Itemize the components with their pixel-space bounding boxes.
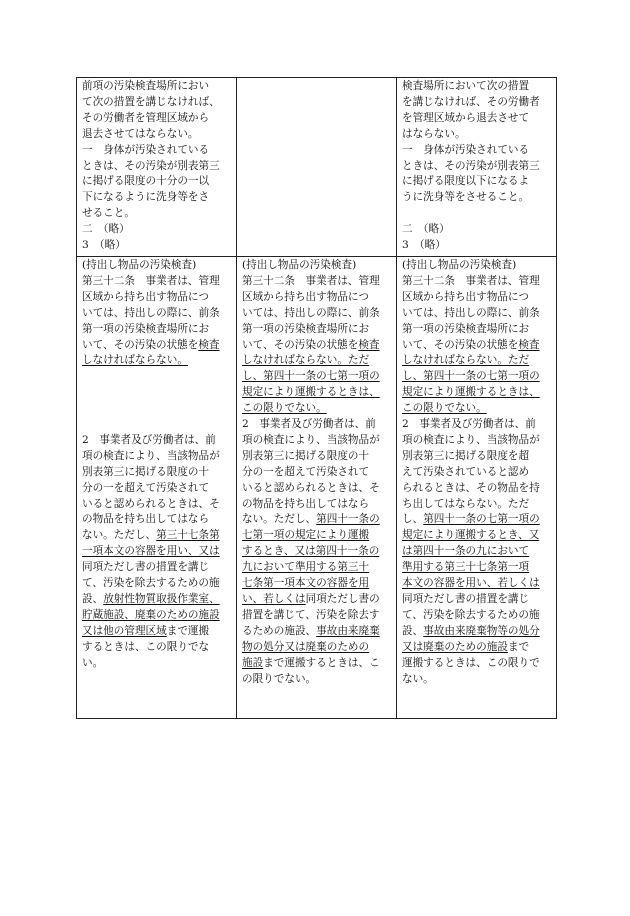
c1-gap-2 bbox=[82, 385, 231, 401]
c2-p2-u9: 施設 bbox=[242, 656, 264, 669]
c2-p2e: の限りでない。 bbox=[242, 672, 317, 685]
c3-p1-l4 bbox=[402, 338, 551, 354]
c2-p2-u2-line bbox=[242, 528, 391, 544]
c3-heading: (持出し物品の汚染検査) bbox=[402, 258, 517, 271]
c3-p2-l6-text: し、 bbox=[402, 513, 424, 526]
c3-p1-l0: 第三十二条 事業者は、管理 bbox=[402, 274, 540, 287]
r1c3-l9: 二 （略） bbox=[402, 223, 450, 236]
r1c3-l4: 一 身体が汚染されている bbox=[402, 143, 530, 156]
c1-p2-l6-text: ない。ただし、 bbox=[82, 529, 157, 542]
r1c3-l2: を管理区域から退去させて bbox=[402, 111, 530, 124]
r1c1-l6: に掲げる限度の十分の一以 bbox=[82, 175, 210, 188]
cell-r2c1 bbox=[77, 256, 237, 718]
c2-p1-l3: 第一項の汚染検査場所にお bbox=[242, 322, 370, 335]
c2-p2-u5-line bbox=[242, 576, 391, 592]
r1c3-l8 bbox=[402, 206, 551, 222]
c1-p1-l4 bbox=[82, 338, 231, 354]
c2-p2-u6: い、若しくは bbox=[242, 593, 306, 605]
r1c3-l10: 3 （略） bbox=[402, 239, 446, 252]
c2-p2-u6-line bbox=[242, 592, 391, 608]
c1-p2-u4-line bbox=[82, 608, 231, 624]
cell-r1c3 bbox=[397, 78, 557, 257]
c3-p2-l0: 2 事業者及び労働者は、前 bbox=[402, 418, 536, 431]
c2-p2-l6 bbox=[242, 512, 391, 528]
c2-p2-l2: 別表第三に掲げる限度の十 bbox=[242, 449, 370, 462]
c3-p2-u6: 事故由来廃棄物等の処分 bbox=[423, 624, 540, 637]
c1-heading: (持出し物品の汚染検査) bbox=[82, 258, 197, 271]
c1-p2b-l2-text: 設、 bbox=[82, 592, 104, 605]
c3-p1-u2: しなければならない。ただ bbox=[402, 354, 530, 367]
r1c3-l5: ときは、その汚染が別表第三 bbox=[402, 159, 540, 172]
r1c3-l6: に掲げる限度以下になるよ bbox=[402, 175, 530, 188]
r1c1-l4: 一 身体が汚染されている bbox=[82, 143, 210, 156]
r1c3-l3: はならない。 bbox=[402, 127, 466, 140]
c2-p1-l0: 第三十二条 事業者は、管理 bbox=[242, 274, 380, 287]
c2-p2-l0: 2 事業者及び労働者は、前 bbox=[242, 418, 376, 431]
c1-p2-l2: 別表第三に掲げる限度の十 bbox=[82, 465, 210, 478]
c1-p2-l4: いると認められるときは、そ bbox=[82, 497, 220, 510]
c1-p2-u1: 第三十七条第 bbox=[156, 529, 220, 542]
c2-p1-u3-line bbox=[242, 369, 391, 385]
c1-p2d-l1: い。 bbox=[82, 656, 104, 669]
c3-p1-u1: 検査 bbox=[518, 338, 540, 351]
c1-p2-u2: 一項本文の容器を用い、又は bbox=[82, 545, 220, 558]
c3-p2-u7-line bbox=[402, 640, 551, 656]
r1c3-l7: うに洗身等をさせること。 bbox=[402, 191, 530, 204]
c3-p2-u7: 又は廃棄のための施設 bbox=[402, 640, 508, 653]
c3-p2b-l2 bbox=[402, 624, 551, 640]
c3-p2-l6 bbox=[402, 512, 551, 528]
c2-p1-l2: いては、持出しの際に、前条 bbox=[242, 306, 380, 319]
r1c1-l1: て次の措置を講じなければ、 bbox=[82, 95, 220, 108]
c1-p2-l1: 項の検査により、当該物品が bbox=[82, 449, 220, 462]
c3-p2-u3: は第四十一条の九において bbox=[402, 545, 530, 558]
c1-p1-u2: しなければならない。 bbox=[82, 354, 188, 367]
r1c3-l1: を講じなければ、その労働者 bbox=[402, 95, 540, 108]
c2-p2-u4-line bbox=[242, 560, 391, 576]
c1-p2-l0: 2 事業者及び労働者は、前 bbox=[82, 433, 216, 446]
c1-p1-l1: 区域から持ち出す物品につ bbox=[82, 290, 209, 303]
c3-p1-u4-line bbox=[402, 385, 551, 401]
c1-p1-u1: 検査 bbox=[198, 338, 220, 351]
c2-p2-u9-line bbox=[242, 656, 391, 672]
c1-p1-l3: 第一項の汚染検査場所にお bbox=[82, 322, 210, 335]
c3-p2-l3: えて汚染されていると認め bbox=[402, 465, 530, 478]
c2-p1-l1: 区域から持ち出す物品につ bbox=[242, 290, 369, 303]
c3-p2-u4-line bbox=[402, 560, 551, 576]
c3-p1-u2-line bbox=[402, 353, 551, 369]
c1-p1-l4-text: いて、その汚染の状態を bbox=[82, 338, 199, 351]
c2-p2c-l1 bbox=[242, 624, 391, 640]
c2-p2-u4: 九において準用する第三十 bbox=[242, 561, 370, 574]
c2-p2-u8-line bbox=[242, 640, 391, 656]
c1-p2-u5: 又は他の管理区域 bbox=[82, 624, 167, 637]
r1c1-l7: 下になるように洗身等をさ bbox=[82, 191, 210, 204]
c2-p1-l4-text: いて、その汚染の状態を bbox=[242, 338, 359, 351]
c1-p2b-l1: て、汚染を除去するための施 bbox=[82, 577, 220, 590]
c3-p2b-l2-text: 設、 bbox=[402, 624, 424, 637]
r1c1-l3: 退去させてはならない。 bbox=[82, 127, 199, 140]
c1-p2b-l0: 同項ただし書の措置を講じ bbox=[82, 561, 210, 574]
c2-p2-u3-line bbox=[242, 544, 391, 560]
c3-p2c: まで bbox=[507, 640, 530, 653]
c2-p1-u1: 検査 bbox=[358, 338, 380, 351]
c2-p2b: 同項ただし書の bbox=[305, 593, 380, 605]
c2-p1-u2-line bbox=[242, 353, 391, 369]
table-row bbox=[77, 256, 557, 718]
c2-p1-l4 bbox=[242, 338, 391, 354]
cell-r1c2 bbox=[237, 78, 397, 257]
r1c1-l2: その労働者を管理区域から bbox=[82, 111, 210, 124]
c3-p2-u4: 準用する第三十七条第一項 bbox=[402, 561, 530, 574]
c3-p2-u5-line bbox=[402, 576, 551, 592]
c1-p2-u4: 貯蔵施設、廃棄のための施設 bbox=[82, 608, 220, 621]
c3-p2d-l0: 運搬するときは、この限りで bbox=[402, 656, 540, 669]
c2-p2-u3: するとき、又は第四十一条の bbox=[242, 545, 380, 558]
c2-p2-l5: の物品を持ち出してはなら bbox=[242, 497, 370, 510]
c2-p2c-l1-text: るための施設、 bbox=[242, 624, 317, 637]
c3-p2-u2: 規定により運搬するとき、又 bbox=[402, 529, 540, 542]
c1-p1-l0: 第三十二条 事業者は、管理 bbox=[82, 274, 220, 287]
c3-p1-u4: 規定により運搬するときは、 bbox=[402, 386, 540, 399]
c3-p1-l2: いては、持出しの際に、前条 bbox=[402, 306, 540, 319]
c1-gap-3 bbox=[82, 401, 231, 417]
c1-p2b-l2 bbox=[82, 592, 231, 608]
c3-p1-l1: 区域から持ち出す物品につ bbox=[402, 290, 529, 303]
r1c1-l9: 二 （略） bbox=[82, 223, 130, 236]
c3-p2b-l0: 同項ただし書の措置を講じ bbox=[402, 593, 530, 605]
c3-p2b-l1: て、汚染を除去するための施 bbox=[402, 608, 540, 621]
cell-r2c2 bbox=[237, 256, 397, 718]
comparison-table bbox=[76, 77, 557, 719]
c2-p1-u5-line bbox=[242, 401, 391, 417]
c1-p2-u3: 放射性物質取扱作業室、 bbox=[103, 592, 220, 605]
c2-p2-u2: 七第一項の規定により運搬 bbox=[242, 529, 370, 542]
c1-p1-u2-line bbox=[82, 353, 231, 369]
c3-p2-u3-line bbox=[402, 544, 551, 560]
c1-p1-l2: いては、持出しの際に、前条 bbox=[82, 306, 220, 319]
c1-gap-4 bbox=[82, 417, 231, 433]
cell-r2c3 bbox=[397, 256, 557, 718]
c2-p1-u5: この限りでない。 bbox=[242, 402, 327, 415]
cell-r1c1 bbox=[77, 78, 237, 257]
c2-p2c-l0: 措置を講じて、汚染を除去す bbox=[242, 608, 380, 621]
c1-p2-u2-line bbox=[82, 544, 231, 560]
c3-p1-l4-text: いて、その汚染の状態を bbox=[402, 338, 519, 351]
c3-p1-l3: 第一項の汚染検査場所にお bbox=[402, 322, 530, 335]
c3-p2d-l1: ない。 bbox=[402, 672, 434, 685]
r1c3-l0: 検査場所において次の措置 bbox=[402, 80, 530, 92]
c3-p2-l1: 項の検査により、当該物品が bbox=[402, 433, 540, 446]
c2-p1-u2: しなければならない。ただ bbox=[242, 354, 370, 367]
c2-p2-l1: 項の検査により、当該物品が bbox=[242, 433, 380, 446]
c3-p2-l4: られるときは、その物品を持 bbox=[402, 481, 540, 494]
c3-p2-l5: ち出してはならない。ただ bbox=[402, 497, 530, 510]
c1-p2c: まで運搬 bbox=[166, 624, 210, 637]
r1c1-l10: 3 （略） bbox=[82, 239, 126, 252]
c2-p2-u7: 事故由来廃棄 bbox=[316, 624, 380, 637]
c3-p1-u3-line bbox=[402, 369, 551, 385]
r1c1-l8: せること。 bbox=[82, 207, 135, 220]
c2-p2-l4: いると認められるときは、そ bbox=[242, 481, 380, 494]
c3-p2-l2: 別表第三に掲げる限度を超 bbox=[402, 449, 530, 462]
c3-p2-u2-line bbox=[402, 528, 551, 544]
c2-p1-u4-line bbox=[242, 385, 391, 401]
c3-p1-u3: し、第四十一条の七第一項の bbox=[402, 370, 540, 383]
c3-p2-u1: 第四十一条の七第一項の bbox=[423, 513, 540, 526]
c2-p2-l3: 分の一を超えて汚染されて bbox=[242, 465, 370, 478]
c2-p1-u3: し、第四十一条の七第一項の bbox=[242, 370, 380, 383]
c1-p2-u5-line bbox=[82, 624, 231, 640]
c1-gap-1 bbox=[82, 369, 231, 385]
c2-p2-l6-text: ない。ただし、 bbox=[242, 513, 317, 526]
table-row bbox=[77, 78, 557, 257]
c2-p1-u4: 規定により運搬するときは、 bbox=[242, 386, 380, 399]
c2-heading: (持出し物品の汚染検査) bbox=[242, 258, 357, 271]
c1-p2-l5: の物品を持ち出してはなら bbox=[82, 513, 210, 526]
r1c1-l5: ときは、その汚染が別表第三 bbox=[82, 159, 220, 172]
c1-p2-l3: 分の一を超えて汚染されて bbox=[82, 481, 210, 494]
c3-p1-u5: この限りでない。 bbox=[402, 402, 487, 415]
c1-p2d-l0: するときは、この限りでな bbox=[82, 640, 210, 653]
c3-p1-u5-line bbox=[402, 401, 551, 417]
c3-p2-u5: 本文の容器を用い、若しくは bbox=[402, 577, 540, 590]
c2-p2-u8: 物の処分又は廃棄のための bbox=[242, 640, 370, 653]
c2-p2-u5: 七条第一項本文の容器を用 bbox=[242, 577, 370, 590]
c2-p2d: まで運搬するときは、こ bbox=[263, 656, 380, 669]
c1-p2-l6 bbox=[82, 528, 231, 544]
c2-p2-u1: 第四十一条の bbox=[316, 513, 380, 526]
r1c1-l0: 前項の汚染検査場所におい bbox=[82, 80, 210, 92]
